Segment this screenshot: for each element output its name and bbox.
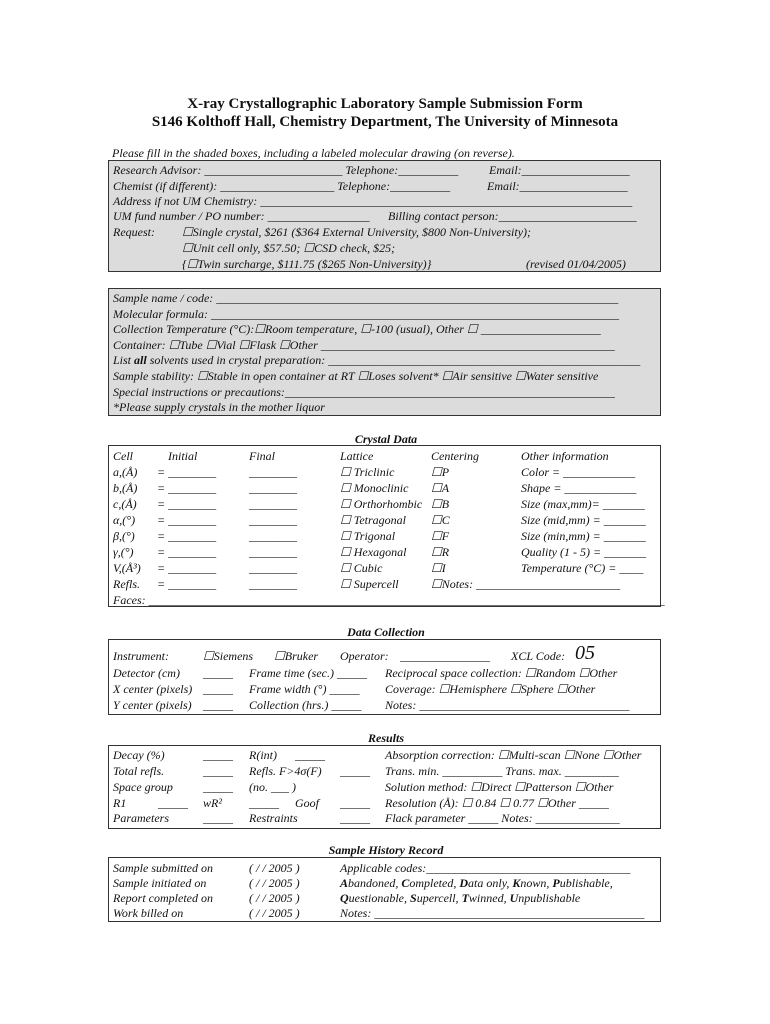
other-info-field[interactable]: Quality (1 - 5) = _______ (521, 545, 647, 559)
other-info-field[interactable]: Shape = ____________ (521, 481, 637, 495)
operator-label: Operator: (340, 649, 389, 663)
other-info-field[interactable]: Size (min,mm) = _______ (521, 529, 646, 543)
history-date-field[interactable]: ( / / 2005 ) (249, 891, 300, 905)
space-group-label: Space group (113, 780, 173, 794)
final-field[interactable]: ________ (249, 545, 297, 559)
revision-date: (revised 01/04/2005) (526, 257, 626, 271)
history-date-field[interactable]: ( / / 2005 ) (249, 906, 300, 920)
transmission-field[interactable]: Trans. min. __________ Trans. max. _________ (385, 764, 619, 778)
centering-option[interactable]: ☐Notes: ________________________ (431, 577, 621, 591)
faces-field[interactable]: Faces: ______________________________________________________________________________________ (113, 593, 665, 607)
instructions: Please fill in the shaded boxes, including a labeled molecular drawing (on reverse). (112, 146, 515, 160)
cell-label: a,(Å) (113, 465, 138, 479)
solvents-field[interactable]: List all solvents used in crystal preparation: ____________________________________________________ (113, 353, 641, 367)
sample-history-title: Sample History Record (328, 843, 444, 857)
fund-number-field[interactable]: UM fund number / PO number: _________________ (113, 209, 370, 223)
frame-time-field[interactable]: Frame time (sec.) _____ (249, 666, 367, 680)
siemens-checkbox[interactable]: ☐Siemens (203, 649, 254, 663)
centering-option[interactable]: ☐F (431, 529, 450, 543)
detector-field[interactable]: _____ (203, 666, 233, 680)
header-cell: Cell (113, 449, 133, 463)
final-field[interactable]: ________ (249, 577, 297, 591)
data-collection-title: Data Collection (347, 625, 425, 639)
history-label: Sample initiated on (113, 876, 207, 890)
collection-hours-field[interactable]: Collection (hrs.) _____ (249, 698, 362, 712)
absorption-correction-field[interactable]: Absorption correction: ☐Multi-scan ☐None ☐Other (385, 748, 642, 762)
history-label: Report completed on (113, 891, 213, 905)
chemist-email-field[interactable]: Email:__________________ (487, 179, 628, 193)
final-field[interactable]: ________ (249, 529, 297, 543)
parameters-field[interactable]: _____ (203, 811, 233, 825)
special-instructions-field[interactable]: Special instructions or precautions:_______________________________________________________ (113, 385, 615, 399)
sample-name-field[interactable]: Sample name / code: ___________________________________________________________________ (113, 291, 619, 305)
final-field[interactable]: ________ (249, 561, 297, 575)
reciprocal-space-field[interactable]: Reciprocal space collection: ☐Random ☐Other (385, 666, 618, 680)
cell-label: α,(°) (113, 513, 136, 527)
history-date-field[interactable]: ( / / 2005 ) (249, 876, 300, 890)
form-subtitle: S146 Kolthoff Hall, Chemistry Department, The University of Minnesota (151, 114, 619, 130)
space-group-number-field[interactable]: (no. ___ ) (249, 780, 296, 794)
wr2-field[interactable]: _____ (249, 796, 279, 810)
initial-field[interactable]: = ________ (157, 465, 217, 479)
codes-line-1: Abandoned, Completed, Data only, Known, Publishable, (340, 876, 613, 890)
x-center-label: X center (pixels) (113, 682, 193, 696)
header-initial: Initial (168, 449, 198, 463)
container-field[interactable]: Container: ☐Tube ☐Vial ☐Flask ☐Other _________________________________________________ (113, 338, 615, 352)
centering-option[interactable]: ☐I (431, 561, 446, 575)
history-label: Sample submitted on (113, 861, 213, 875)
address-field[interactable]: Address if not UM Chemistry: ______________________________________________________________ (113, 194, 633, 208)
centering-option[interactable]: ☐P (431, 465, 450, 479)
chemist-field[interactable]: Chemist (if different): ___________________ Telephone:__________ (113, 179, 451, 193)
y-center-label: Y center (pixels) (113, 698, 192, 712)
bruker-checkbox[interactable]: ☐Bruker (274, 649, 319, 663)
refls-f-label: Refls. F>4σ(F) (249, 764, 322, 778)
billing-contact-field[interactable]: Billing contact person:_______________________ (388, 209, 637, 223)
initial-field[interactable]: = ________ (157, 497, 217, 511)
centering-option[interactable]: ☐R (431, 545, 450, 559)
initial-field[interactable]: = ________ (157, 577, 217, 591)
xcl-code-label: XCL Code: (511, 649, 566, 663)
lattice-option[interactable]: ☐ Hexagonal (340, 545, 407, 559)
twin-surcharge-option[interactable]: {☐Twin surcharge, $111.75 ($265 Non-University)} (182, 257, 432, 271)
initial-field[interactable]: = ________ (157, 513, 217, 527)
advisor-email-field[interactable]: Email:__________________ (489, 163, 630, 177)
header-lattice: Lattice (340, 449, 374, 463)
total-refls-label: Total refls. (113, 764, 165, 778)
operator-field[interactable]: _______________ (400, 649, 490, 663)
x-center-field[interactable]: _____ (203, 682, 233, 696)
history-date-field[interactable]: ( / / 2005 ) (249, 861, 300, 875)
centering-option[interactable]: ☐A (431, 481, 450, 495)
centering-option[interactable]: ☐C (431, 513, 450, 527)
r1-label: R1 (113, 796, 127, 810)
final-field[interactable]: ________ (249, 497, 297, 511)
cell-label: b,(Å) (113, 481, 138, 495)
initial-field[interactable]: = ________ (157, 545, 217, 559)
lattice-option[interactable]: ☐ Triclinic (340, 465, 395, 479)
results-title: Results (367, 731, 404, 745)
mother-liquor-note: *Please supply crystals in the mother liquor (113, 400, 325, 414)
final-field[interactable]: ________ (249, 513, 297, 527)
instrument-label: Instrument: (113, 649, 169, 663)
centering-option[interactable]: ☐B (431, 497, 450, 511)
rint-field[interactable]: _____ (295, 748, 325, 762)
header-centering: Centering (431, 449, 479, 463)
resolution-field[interactable]: Resolution (Å): ☐ 0.84 ☐ 0.77 ☐Other _____ (385, 796, 609, 810)
lattice-option[interactable]: ☐ Orthorhombic (340, 497, 423, 511)
lattice-option[interactable]: ☐ Cubic (340, 561, 383, 575)
parameters-label: Parameters (113, 811, 169, 825)
rint-label: R(int) (249, 748, 277, 762)
single-crystal-option[interactable]: ☐Single crystal, $261 ($364 External University, $800 Non-University); (182, 225, 532, 239)
solution-method-field[interactable]: Solution method: ☐Direct ☐Patterson ☐Other (385, 780, 614, 794)
other-info-field[interactable]: Size (mid,mm) = _______ (521, 513, 646, 527)
form-title: X-ray Crystallographic Laboratory Sample Submission Form (187, 96, 583, 112)
collection-temperature-field[interactable]: Collection Temperature (°C):☐Room temperature, ☐-100 (usual), Other ☐ ____________________ (113, 322, 601, 336)
total-refls-field[interactable]: _____ (203, 764, 233, 778)
restraints-label: Restraints (249, 811, 298, 825)
other-info-field[interactable]: Color = ____________ (521, 465, 636, 479)
header-final: Final (249, 449, 275, 463)
other-info-field[interactable]: Temperature (°C) = ____ (521, 561, 644, 575)
history-notes-field[interactable]: Notes: _____________________________________________ (340, 906, 645, 920)
final-field[interactable]: ________ (249, 465, 297, 479)
goof-label: Goof (295, 796, 319, 810)
unit-cell-csd-options[interactable]: ☐Unit cell only, $57.50; ☐CSD check, $25; (182, 241, 396, 255)
detector-label: Detector (cm) (113, 666, 180, 680)
cell-label: Refls. (113, 577, 140, 591)
research-advisor-field[interactable]: Research Advisor: _______________________ Telephone:__________ (113, 163, 459, 177)
cell-label: V,(Å³) (113, 561, 141, 575)
decay-field[interactable]: _____ (203, 748, 233, 762)
header-other-info: Other information (521, 449, 609, 463)
coverage-field[interactable]: Coverage: ☐Hemisphere ☐Sphere ☐Other (385, 682, 596, 696)
cell-label: c,(Å) (113, 497, 137, 511)
flack-notes-field[interactable]: Flack parameter _____ Notes: ______________ (385, 811, 620, 825)
molecular-formula-field[interactable]: Molecular formula: ____________________________________________________________________ (113, 307, 619, 321)
decay-label: Decay (%) (113, 748, 165, 762)
initial-field[interactable]: = ________ (157, 481, 217, 495)
lattice-option[interactable]: ☐ Trigonal (340, 529, 396, 543)
space-group-field[interactable]: _____ (203, 780, 233, 794)
crystal-data-title: Crystal Data (354, 432, 418, 446)
final-field[interactable]: ________ (249, 481, 297, 495)
wr2-label: wR² (203, 796, 222, 810)
restraints-field[interactable]: _____ (340, 811, 370, 825)
history-label: Work billed on (113, 906, 184, 920)
collection-notes-field[interactable]: Notes: ___________________________________ (385, 698, 630, 712)
frame-width-field[interactable]: Frame width (°) _____ (249, 682, 360, 696)
lattice-option[interactable]: ☐ Supercell (340, 577, 399, 591)
y-center-field[interactable]: _____ (203, 698, 233, 712)
other-info-field[interactable]: Size (max,mm)= _______ (521, 497, 645, 511)
lattice-option[interactable]: ☐ Tetragonal (340, 513, 406, 527)
applicable-codes-field[interactable]: Applicable codes:__________________________________ (340, 861, 631, 875)
initial-field[interactable]: = ________ (157, 561, 217, 575)
request-label: Request: (113, 225, 155, 239)
sample-stability-field[interactable]: Sample stability: ☐Stable in open container at RT ☐Loses solvent* ☐Air sensitive ☐Water sensitive (113, 369, 599, 383)
xcl-code-value[interactable]: 05 (575, 642, 595, 664)
refls-f-field[interactable]: _____ (340, 764, 370, 778)
codes-line-2: Questionable, Supercell, Twinned, Unpublishable (340, 891, 581, 905)
goof-field[interactable]: _____ (340, 796, 370, 810)
cell-label: γ,(°) (113, 545, 134, 559)
r1-field[interactable]: _____ (158, 796, 188, 810)
lattice-option[interactable]: ☐ Monoclinic (340, 481, 409, 495)
cell-label: β,(°) (113, 529, 135, 543)
initial-field[interactable]: = ________ (157, 529, 217, 543)
